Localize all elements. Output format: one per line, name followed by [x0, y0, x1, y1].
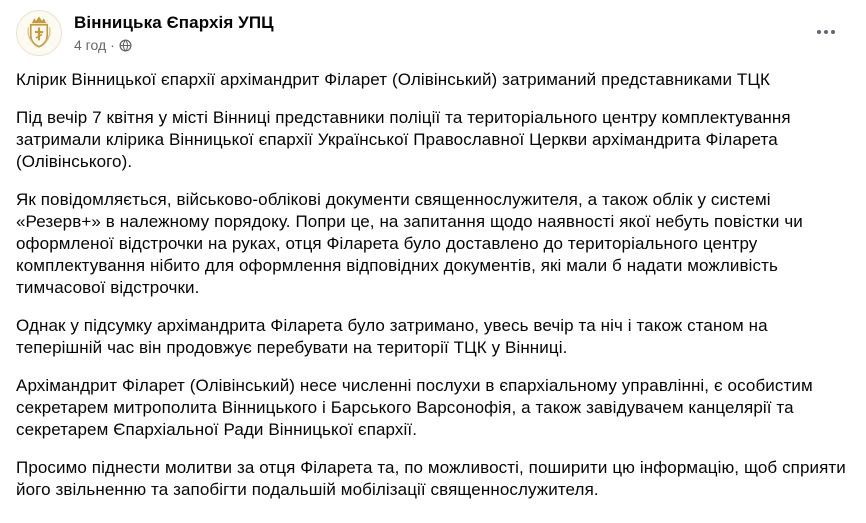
post-options-button[interactable]	[808, 18, 844, 46]
page-name-link[interactable]: Вінницька Єпархія УПЦ	[74, 13, 274, 32]
header-meta	[74, 10, 274, 54]
church-coat-of-arms-icon	[17, 11, 61, 55]
dot-separator: ·	[110, 37, 115, 53]
post-paragraph: Архімандрит Філарет (Олівінський) несе численні послухи в єпархіальному управлінні, є особистим секретарем митрополита Вінницького і Барського Варсонофія, а також завідувачем канцелярії та секретарем Єпархіальної Ради Вінницької єпархії.	[16, 376, 813, 439]
timestamp-link[interactable]: 4 год	[74, 37, 107, 53]
post-paragraph: Просимо піднести молитви за отця Філарета та, по можливості, поширити цю інформацію, щоб сприяти його звільненню та запобігти подальшій мобілізації священнослужителя.	[16, 458, 846, 499]
ellipsis-icon	[831, 30, 835, 34]
post-header	[16, 10, 850, 56]
ellipsis-icon	[817, 30, 821, 34]
post-meta-line	[74, 36, 274, 54]
post-body	[16, 69, 850, 501]
post-paragraph: Як повідомляється, військово-облікові документи священнослужителя, а також облік у системі «Резерв+» в належному порядоку. Попри це, на запитання щодо наявності якої небуть повістки чи оформленої відстрочки на руках, отця Філарета було доставлено до територіального центру комплектування нібито для оформлення відповідних документів, які мали б надати можливість тимчасової відстрочки.	[16, 190, 803, 297]
post-paragraph: Однак у підсумку архімандрита Філарета було затримано, увесь вечір та ніч і також станом на теперішній час він продовжує перебувати на території ТЦК у Вінниці.	[16, 316, 768, 357]
avatar[interactable]	[16, 10, 62, 56]
ellipsis-icon	[824, 30, 828, 34]
globe-icon	[119, 39, 132, 52]
post-paragraph: Під вечір 7 квітня у місті Вінниці представники поліції та територіального центру комплектування затримали клірика Вінницької єпархії Української Православної Церкви архімандрита Філарета (Олівінського).	[16, 108, 791, 171]
post-paragraph: Клірик Вінницької єпархії архімандрит Філарет (Олівінський) затриманий представниками ТЦК	[16, 70, 771, 89]
